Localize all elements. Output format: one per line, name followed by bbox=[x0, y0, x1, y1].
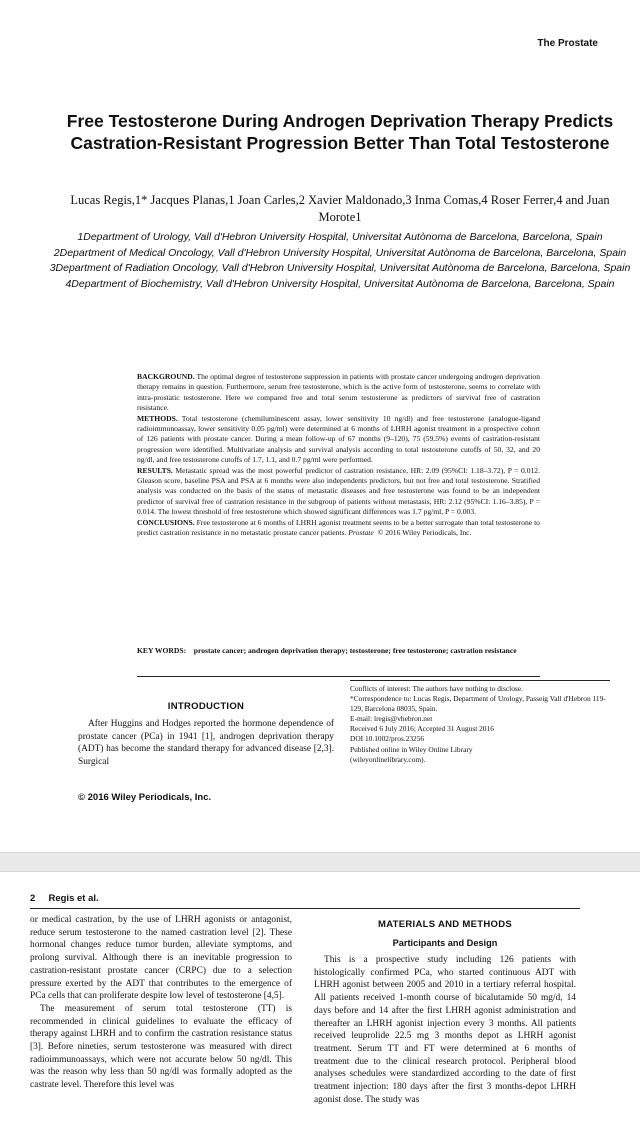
abstract-results bbox=[137, 466, 540, 518]
doi-note: DOI 10.1002/pros.23256 bbox=[350, 734, 425, 744]
page2-paragraph-1: or medical castration, by the use of LHRH agonists or antagonist, reduce serum testosterone to the named castration level [2]. These hormonal changes reduce tumor burden, alleviate symptoms, and prolong survival. Although there is an inevitable progression to castration-resistant prostate cancer (CRPC) due to a selection pressure exerted by the ADT that contributes to the emergence of PCa cells that can proliferate despite low level of testosterone [4,5]. bbox=[30, 915, 292, 1002]
running-head-text: 2 Regis et al. bbox=[30, 893, 99, 904]
abstract-methods bbox=[137, 414, 540, 466]
keywords-label: KEY WORDS: bbox=[137, 646, 187, 655]
page2-paragraph-2: The measurement of serum total testosterone (TT) is recommended in clinical guidelines to evaluate the efficacy of therapy against LHRH and to confirm the castration resistance status [3]. Before nineties, serum testosterone was measured with direct radioimmunoassays, which were not accurate below 50 ng/dl. This was the reason why less than 50 ng/dl was formally adopted as the castrate level. Therefore this level was bbox=[30, 1003, 292, 1091]
participants-subheading: Participants and Design bbox=[392, 938, 498, 948]
conclusions-text: Free testosterone at 6 months of LHRH agonist treatment seems to be a better surrogate than total testosterone to predict castration resistance in no metastatic prostate cancer patients. bbox=[137, 517, 540, 538]
page-copyright: © 2016 Wiley Periodicals, Inc. bbox=[78, 792, 212, 803]
methods-heading: METHODS. bbox=[137, 413, 178, 423]
abstract bbox=[137, 372, 540, 539]
page2-left-column bbox=[30, 914, 292, 1092]
background-heading: BACKGROUND. bbox=[137, 372, 195, 381]
keywords bbox=[137, 646, 540, 657]
citation-journal: Prostate bbox=[348, 528, 374, 538]
introduction-heading: INTRODUCTION bbox=[167, 701, 245, 712]
running-head-rule bbox=[30, 908, 580, 909]
keywords-divider bbox=[137, 676, 540, 677]
methods-section-heading: MATERIALS AND METHODS bbox=[377, 919, 513, 930]
conclusions-heading: CONCLUSIONS. bbox=[137, 517, 195, 527]
article-footnotes bbox=[350, 684, 610, 765]
results-text: Metastatic spread was the most powerful predictor of castration resistance, HR: 2.09 (95%CI: 1.18–3.72), P = 0.012. Gleason score, baseline PSA and PSA at 6 months were also independents predictors, but not free and total testosterone. Stratified analysis was conducted on the basis of the status of metastatic diseases and free testosterone was found to be an independent predictor of survival free of castration resistance in the subgroup of patients without metastasis, HR: 2.12 (95%CI: 1.16–3.85), P = 0.014. The lowest threshold of free testosterone which showed significant differences was 1.7 pg/ml, P = 0.003. bbox=[137, 465, 540, 517]
running-head bbox=[30, 893, 99, 904]
footnote-divider bbox=[350, 680, 610, 681]
background-text: The optimal degree of testosterone suppression in patients with prostate cancer undergoing androgen deprivation therapy remains in question. Furthermore, serum free testosterone, which is the active form of testosterone, seems to correlate with intra-prostatic testosterone. Here we compared free and total serum testosterone as predictors of survival free of castration resistance. bbox=[137, 372, 540, 413]
affiliation-3: 3Department of Radiation Oncology, Vall d'Hebron University Hospital, Universitat Autònoma de Barcelona, Barcelona, Spain bbox=[49, 262, 631, 274]
introduction-text: After Huggins and Hodges reported the hormone dependence of prostate cancer (PCa) in 1941 [1], androgen deprivation therapy (ADT) has become the standard therapy for advanced disease [2,3]. Surgical bbox=[78, 719, 334, 767]
page2-right-column: This is a prospective study including 126 patients with histologically confirmed PCa, who started continuous ADT with LHRH agonist between 2005 and 2010 in a tertiary referral hospital. All patients received 1-month course of bicalutamide 50 mg/d, 14 days before and 14 after the first LHRH agonist administration and thereafter an LHRH agonist injection every 3 months. All patients received leuprolide 22.5 mg 3 months depot as LHRH agonist treatment. Serum TT and FT were determined at 6 months of treatment due to the clinical research protocol. Peripheral blood analyses schedules were standardized according to the date of first treatment injection: 180 days after the first 3 months-depot LHRH agonist dose. The study was bbox=[314, 955, 576, 1105]
keywords-list: prostate cancer; androgen deprivation therapy; testosterone; free testosterone; castration resistance bbox=[193, 646, 517, 655]
results-heading: RESULTS. bbox=[137, 465, 173, 475]
abstract-background bbox=[137, 372, 540, 414]
journal-name: The Prostate bbox=[537, 38, 598, 49]
article-title: Free Testosterone During Androgen Deprivation Therapy Predicts Castration-Resistant Progression Better Than Total Testosterone bbox=[66, 111, 614, 153]
page-separator bbox=[0, 852, 640, 872]
affiliation-4: 4Department of Biochemistry, Vall d'Hebron University Hospital, Universitat Autònoma de Barcelona, Barcelona, Spain bbox=[65, 277, 615, 290]
received-note: Received 6 July 2016; Accepted 31 August 2016 bbox=[350, 724, 494, 734]
conflicts-note: Conflicts of interest: The authors have nothing to disclose. bbox=[350, 684, 523, 693]
affiliation-2: 2Department of Medical Oncology, Vall d'Hebron University Hospital, Universitat Autònoma de Barcelona, Barcelona, Spain bbox=[53, 246, 627, 259]
abstract-copyright: © 2016 Wiley Periodicals, Inc. bbox=[377, 528, 472, 538]
published-note: Published online in Wiley Online Library bbox=[350, 744, 473, 754]
methods-text: Total testosterone (chemiluminescent assay, lower sensitivity 10 ng/dl) and free testosterone (analogue-ligand radioimmunoassay, lower sensitivity 0.05 pg/ml) were determined at 6 months of LHRH agonist treatment in a prospective cohort of 126 patients with prostate cancer. During a mean follow-up of 67 months (9–120), 75 (59.5%) events of castration-resistant progression were identified. Multivariate analysis and survival analysis according to total testosterone cutoffs of 50, 32, and 20 ng/dl, and free testosterone cutoffs of 1.7, 1.1, and 0.7 pg/ml were performed. bbox=[137, 413, 540, 465]
affiliation-1: 1Department of Urology, Vall d'Hebron University Hospital, Universitat Autònoma de Barcelona, Barcelona, Spain bbox=[77, 231, 603, 243]
correspondence-note: *Correspondence to: Lucas Regis, Department of Urology, Passeig Vall d'Hebron 119-129, Barcelona 08035, Spain. bbox=[350, 694, 606, 714]
affiliations bbox=[40, 230, 640, 292]
abstract-conclusions bbox=[137, 518, 540, 539]
author-list: Lucas Regis,1* Jacques Planas,1 Joan Carles,2 Xavier Maldonado,3 Inma Comas,4 Roser Ferrer,4 and Juan Morote1 bbox=[70, 193, 610, 224]
library-note: (wileyonlinelibrary.com). bbox=[350, 754, 426, 764]
email-note: E-mail: lregis@vhebron.net bbox=[350, 714, 433, 724]
